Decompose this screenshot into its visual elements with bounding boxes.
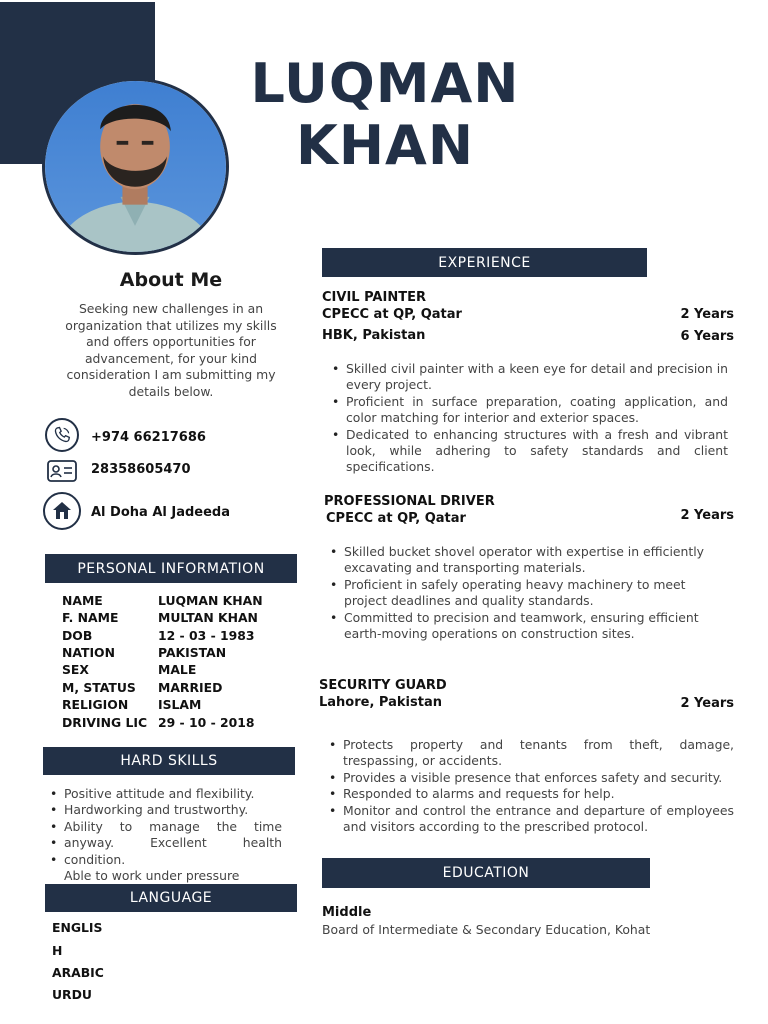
info-value: LUQMAN KHAN (158, 593, 263, 608)
list-item: • Responded to alarms and requests for help. (323, 786, 734, 802)
name-last: KHAN (295, 114, 475, 177)
job-title: PROFESSIONAL DRIVER (324, 494, 495, 509)
info-value: MARRIED (158, 680, 223, 695)
info-label: NAME (62, 593, 103, 608)
info-value: ISLAM (158, 697, 202, 712)
about-line: advancement, for your kind (84, 350, 258, 366)
language-line: ENGLIS (52, 920, 103, 935)
education-level: Middle (322, 905, 372, 920)
list-item: • Provides a visible presence that enforces safety and security. (323, 770, 734, 786)
hard-skills-list (46, 786, 282, 884)
info-label: DOB (62, 628, 93, 643)
info-label: SEX (62, 662, 89, 677)
job-duties-list (326, 361, 728, 476)
job-years: 6 Years (680, 329, 734, 344)
skill-line: Able to work under pressure (64, 868, 240, 884)
id-card-icon (45, 454, 79, 488)
info-label: NATION (62, 645, 115, 660)
list-item: • Skilled bucket shovel operator with expertise in efficiently excavating and transporting materials. (324, 544, 724, 577)
info-value: MULTAN KHAN (158, 610, 258, 625)
skill-line: • Hardworking and trustworthy. (46, 802, 282, 818)
skill-line: • condition. (46, 852, 282, 868)
info-label: DRIVING LIC (62, 715, 148, 730)
skill-line: • Ability to manage the time (46, 819, 282, 835)
address: Al Doha Al Jadeeda (91, 505, 230, 520)
job-years: 2 Years (680, 696, 734, 711)
education-heading: EDUCATION (322, 858, 650, 888)
skill-line: • anyway. Excellent health (46, 835, 282, 851)
list-item: • Protects property and tenants from theft, damage, trespassing, or accidents. (323, 737, 734, 770)
about-line: organization that utilizes my skills (65, 317, 277, 333)
name-first: LUQMAN (250, 52, 520, 115)
job-title: SECURITY GUARD (319, 678, 447, 693)
phone-number: +974 66217686 (91, 430, 206, 445)
info-label: RELIGION (62, 697, 129, 712)
home-icon (43, 492, 81, 530)
language-line: URDU (52, 987, 92, 1002)
language-heading: LANGUAGE (45, 884, 297, 912)
language-line: ARABIC (52, 965, 104, 980)
about-line: details below. (128, 383, 214, 399)
experience-heading: EXPERIENCE (322, 248, 647, 277)
about-line: consideration I am submitting my (66, 367, 276, 382)
info-label: M, STATUS (62, 680, 136, 695)
job-title: CIVIL PAINTER (322, 290, 426, 305)
info-value: 29 - 10 - 2018 (158, 715, 255, 730)
about-text (55, 301, 287, 400)
job-duties-list (323, 737, 734, 835)
job-years: 2 Years (680, 307, 734, 322)
id-number: 28358605470 (91, 462, 191, 477)
profile-photo (42, 78, 229, 255)
phone-icon (45, 418, 79, 452)
list-item: • Proficient in safely operating heavy machinery to meet project deadlines and quality standards. (324, 577, 724, 610)
list-item: • Proficient in surface preparation, coating application, and color matching for interior and exterior spaces. (326, 394, 728, 427)
education-school: Board of Intermediate & Secondary Education, Kohat (322, 922, 651, 937)
job-place: HBK, Pakistan (322, 328, 426, 343)
about-line: and offers opportunities for (86, 334, 256, 349)
info-value: MALE (158, 662, 197, 677)
skill-line: • Positive attitude and flexibility. (46, 786, 282, 802)
job-place: Lahore, Pakistan (319, 695, 442, 710)
job-place: CPECC at QP, Qatar (326, 511, 466, 526)
list-item: • Dedicated to enhancing structures with a fresh and vibrant look, while adhering to safety standards and client specifications. (326, 427, 728, 476)
info-value: PAKISTAN (158, 645, 227, 660)
job-years: 2 Years (680, 508, 734, 523)
info-label: F. NAME (62, 610, 119, 625)
list-item: • Committed to precision and teamwork, ensuring efficient earth-moving operations on construction sites. (324, 610, 724, 643)
info-value: 12 - 03 - 1983 (158, 628, 255, 643)
list-item: • Skilled civil painter with a keen eye for detail and precision in every project. (326, 361, 728, 394)
about-title: About Me (119, 269, 223, 291)
language-line: H (52, 943, 63, 958)
hard-skills-heading: HARD SKILLS (43, 747, 295, 775)
job-place: CPECC at QP, Qatar (322, 307, 462, 322)
job-duties-list (324, 544, 724, 642)
about-line: Seeking new challenges in an (78, 301, 264, 316)
list-item: • Monitor and control the entrance and departure of employees and visitors according to the prescribed protocol. (323, 803, 734, 836)
personal-info-heading: PERSONAL INFORMATION (45, 554, 297, 583)
